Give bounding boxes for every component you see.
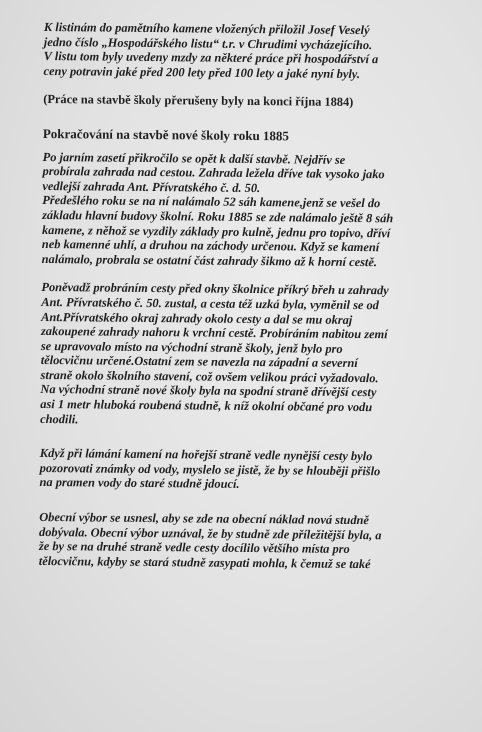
text-line: nalámalo, probrala se ostatní část zahrady šikmo až k horní cestě. bbox=[41, 251, 378, 269]
text-line: ceny potravin jaké před 200 lety před 100 lety a jaké nyní byly. bbox=[43, 63, 361, 81]
text-line: Ant. Přívratského č. 50. zustal, a cesta též uzká byla, vyměnil se od bbox=[41, 294, 379, 313]
text-line: Poněvadž probráním cesty před okny školnice příkrý břeh u zahrady bbox=[41, 280, 389, 298]
section-heading: Pokračování na stavbě nové školy roku 1885 bbox=[42, 125, 290, 144]
text-line: K listinám do pamětního kamene vložených přiložil Josef Veselý bbox=[43, 20, 370, 38]
text-line: že by se na druhé straně vedle cesty docílilo většího místa pro bbox=[38, 539, 350, 557]
paragraph-3 bbox=[39, 446, 469, 494]
text-line: zakoupené zahrady nahoru k vrchní cestě. Probíráním nabitou zemí bbox=[40, 324, 388, 342]
text-line: Obecní výbor se usnesl, aby se zde na obecní náklad nová studně bbox=[39, 510, 370, 528]
text-line: Na východní straně nové školy byla na spodní straně dřívější cesty bbox=[40, 382, 377, 400]
text-line: na pramen vody do staré studně jdoucí. bbox=[39, 475, 240, 492]
text-line: se upravovalo místo na východní straně školy, jenž bylo pro bbox=[40, 338, 343, 356]
text-line: V listu tom byly uvedeny mzdy za některé práce při hospodářství a bbox=[43, 49, 379, 67]
text-line: Předešlého roku se na ní nalámalo 52 sáh kamene,jenž se vešel do bbox=[42, 193, 381, 211]
paragraph-1 bbox=[42, 150, 473, 271]
text-line: neb kamenné uhlí, a druhou na záchody určenou. Když se kamení bbox=[41, 237, 380, 255]
text-line: základu hlavní budovy školní. Roku 1885 se zde nalámalo ještě 8 sáh bbox=[42, 207, 394, 226]
text-line: pozorovati známky od vody, myslelo se jistě, že by se hlouběji přišlo bbox=[39, 460, 381, 479]
text-line: Ant.Přívratského okraj zahrady okolo cesty a dal se mu okraj bbox=[41, 309, 353, 327]
text-line: Když při lámání kamení na hořejší straně vedle nynější cesty bylo bbox=[39, 446, 373, 464]
text-line: chodili. bbox=[40, 411, 79, 427]
text-line: probírala zahrada nad cestou. Zahrada ležela dříve tak vysoko jako bbox=[42, 164, 385, 182]
text-line: kamene, z něhož se vyzdily základy pro kulně, jednu pro topivo, dříví bbox=[41, 222, 391, 240]
text-line: asi 1 metr hluboká roubená studně, k níž okolní občané pro vodu bbox=[40, 397, 373, 415]
document-text bbox=[39, 20, 474, 573]
note-text: (Práce na stavbě školy přerušeny byly na konci října 1884) bbox=[43, 92, 354, 110]
text-line: tělocvičnu určené.Ostatní zem se navezla na západní a severní bbox=[40, 353, 358, 371]
text-line: dobývala. Obecní výbor uznával, že by studně zde příležitější byla, a bbox=[39, 524, 382, 542]
text-line: Po jarním zasetí přikročilo se opět k další stavbě. Nejdřív se bbox=[42, 149, 346, 167]
intro-paragraph bbox=[43, 20, 474, 82]
paragraph-2 bbox=[40, 280, 471, 430]
text-line: vedlejší zahrada Ant. Přívratského č. d. 50. bbox=[42, 178, 261, 195]
paragraph-4 bbox=[39, 510, 470, 572]
text-line: jedno číslo „Hospodářského listu“ t.r. v Chrudimi vycházejícího. bbox=[43, 34, 373, 52]
text-line: tělocvičnu, kdyby se stará studně zasypati mohla, k čemuž se také bbox=[38, 553, 371, 571]
text-line: straně okolo školního stavení, což ovšem velikou práci vyžadovalo. bbox=[40, 367, 379, 386]
